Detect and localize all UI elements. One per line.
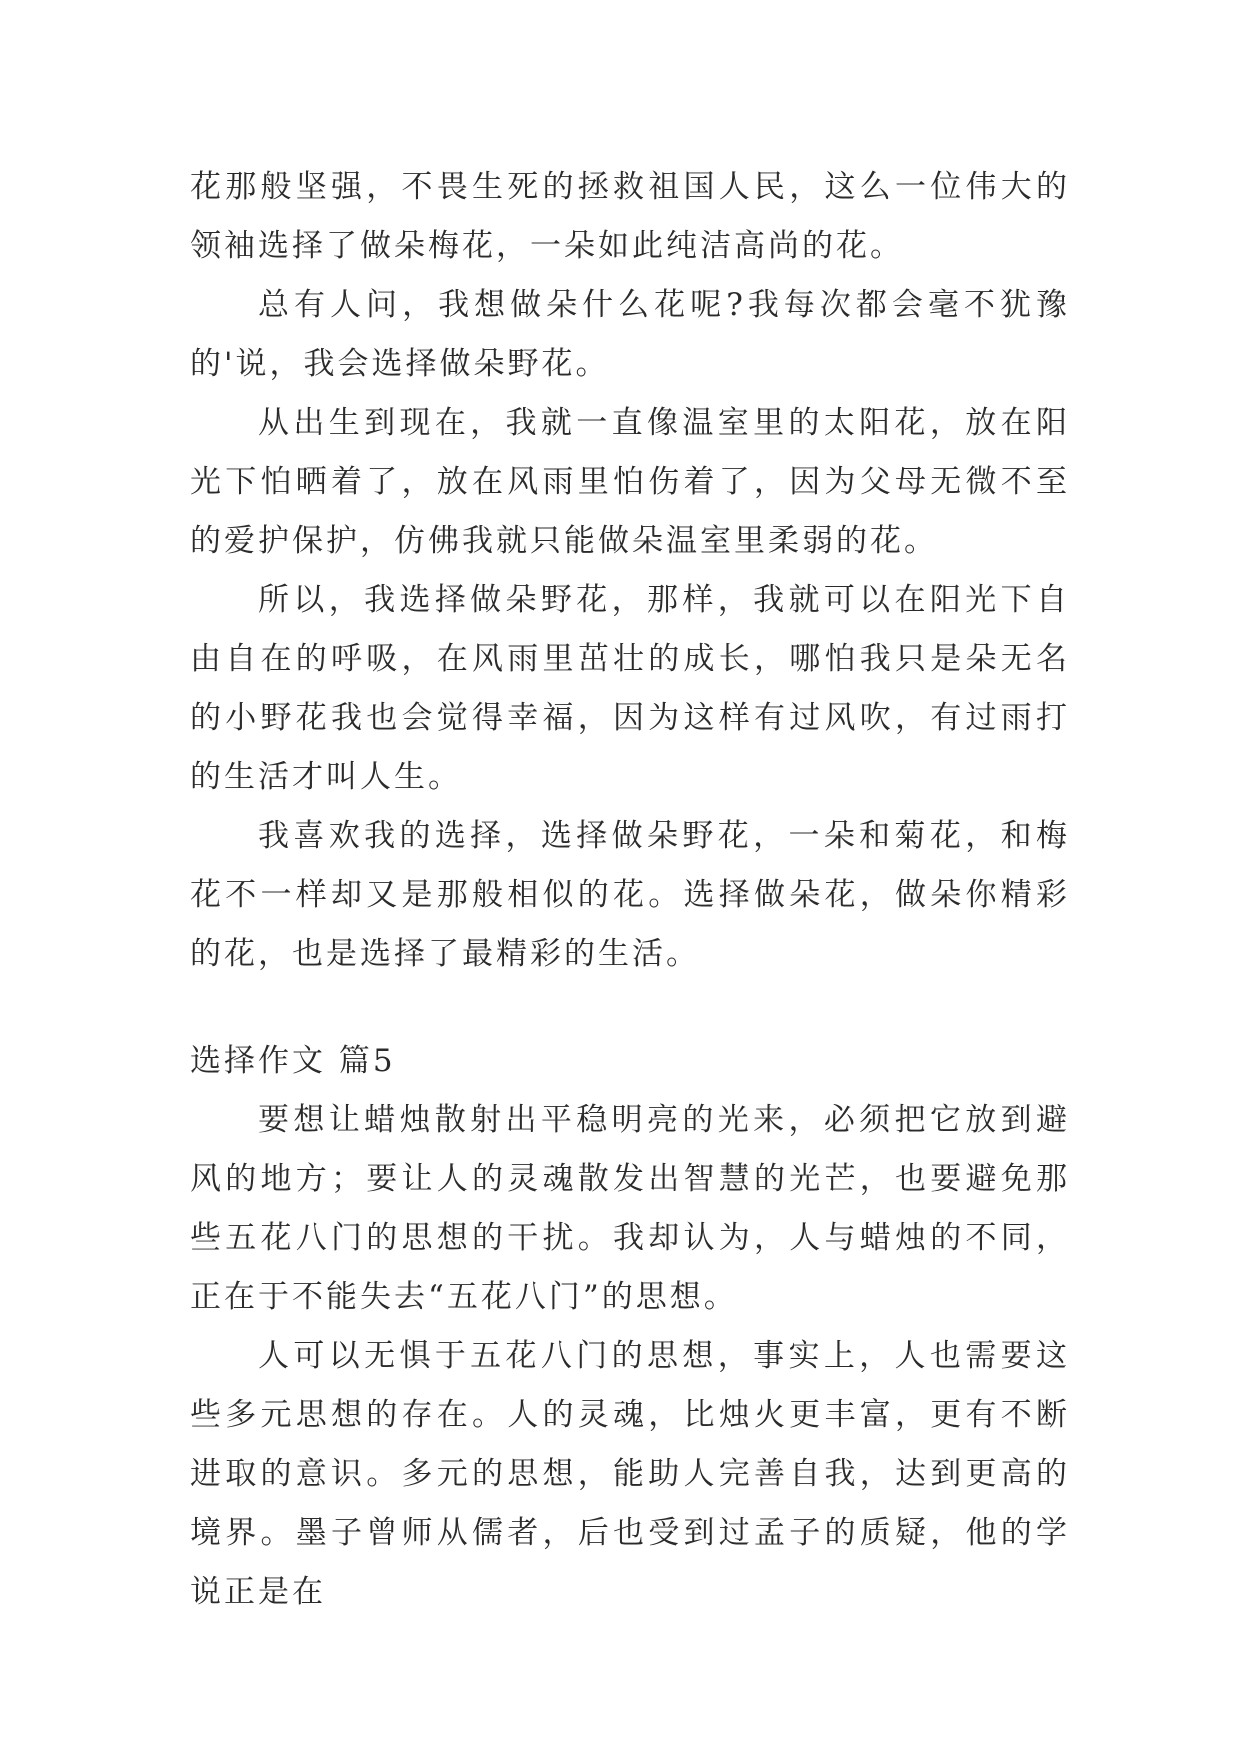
paragraph: 从出生到现在，我就一直像温室里的太阳花，放在阳光下怕晒着了，放在风雨里怕伤着了，因为父母无微不至的爱护保护，仿佛我就只能做朵温室里柔弱的花。 bbox=[190, 405, 1070, 559]
paragraph: 所以，我选择做朵野花，那样，我就可以在阳光下自由自在的呼吸，在风雨里茁壮的成长，哪怕我只是朵无名的小野花我也会觉得幸福，因为这样有过风吹，有过雨打的生活才叫人生。 bbox=[190, 582, 1070, 795]
paragraph: 我喜欢我的选择，选择做朵野花，一朵和菊花，和梅花不一样却又是那般相似的花。选择做朵花，做朵你精彩的花，也是选择了最精彩的生活。 bbox=[190, 818, 1070, 972]
section-title: 选择作文 篇5 bbox=[190, 1043, 396, 1079]
paragraph: 总有人问，我想做朵什么花呢?我每次都会毫不犹豫的'说，我会选择做朵野花。 bbox=[190, 287, 1070, 382]
document-body bbox=[190, 158, 1070, 1622]
paragraph: 人可以无惧于五花八门的思想，事实上，人也需要这些多元思想的存在。人的灵魂，比烛火更丰富，更有不断进取的意识。多元的思想，能助人完善自我，达到更高的境界。墨子曾师从儒者，后也受到过孟子的质疑，他的学说正是在 bbox=[190, 1338, 1070, 1610]
paragraph: 要想让蜡烛散射出平稳明亮的光来，必须把它放到避风的地方；要让人的灵魂散发出智慧的光芒，也要避免那些五花八门的思想的干扰。我却认为，人与蜡烛的不同，正在于不能失去“五花八门”的思想。 bbox=[190, 1102, 1070, 1315]
paragraph: 花那般坚强，不畏生死的拯救祖国人民，这么一位伟大的领袖选择了做朵梅花，一朵如此纯洁高尚的花。 bbox=[190, 169, 1070, 264]
